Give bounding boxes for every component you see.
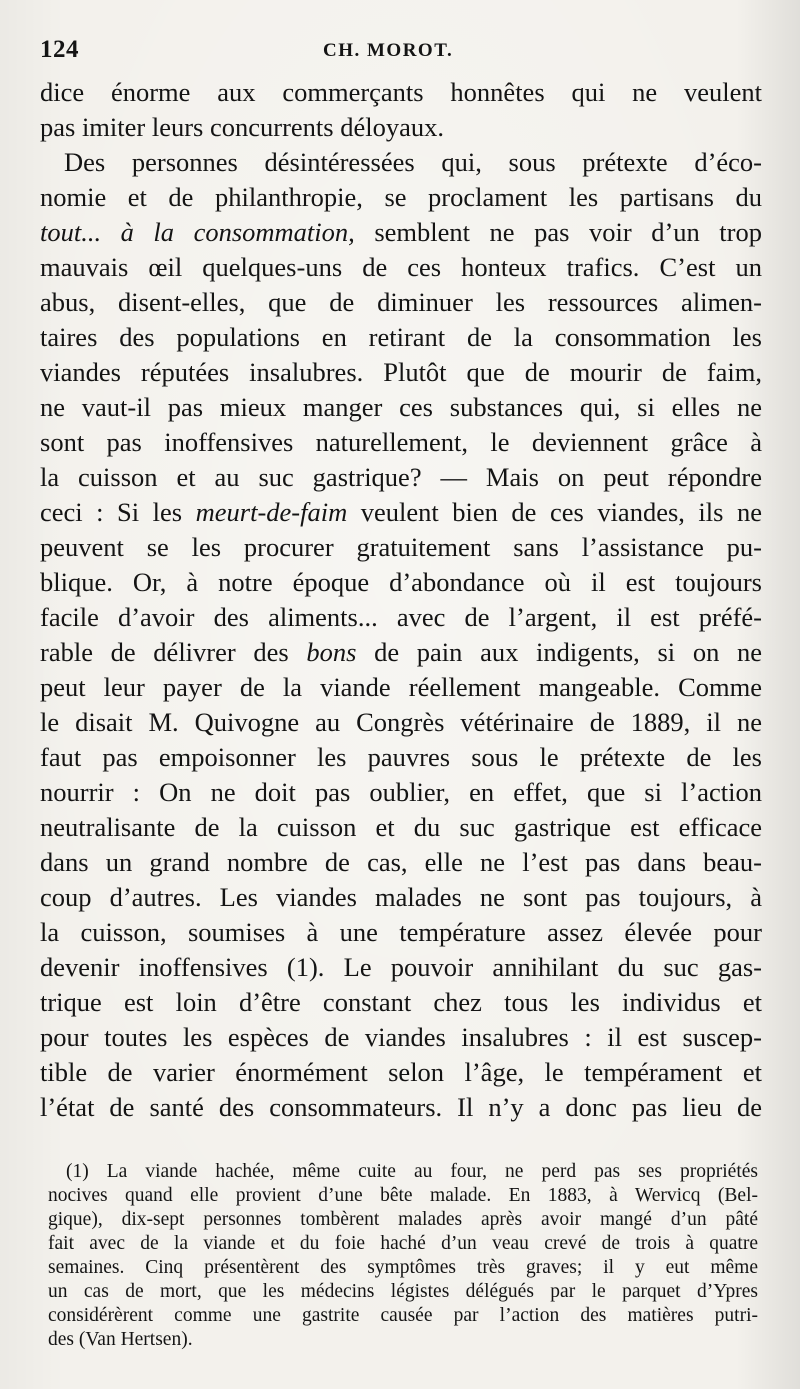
- text-line: taires des populations en retirant de la consommation les: [40, 322, 762, 352]
- text-line: sont pas inoffensives naturellement, le deviennent grâce à: [40, 427, 762, 457]
- text-line: faut pas empoisonner les pauvres sous le prétexte de les: [40, 742, 762, 772]
- text-line: peuvent se les procurer gratuitement sans l’assistance pu-: [40, 532, 762, 562]
- running-head: CH. MOROT.: [323, 40, 454, 61]
- italic-phrase: meurt-de-faim: [195, 497, 348, 527]
- text-line: la cuisson, soumises à une température assez élevée pour: [40, 917, 762, 947]
- text-line: trique est loin d’être constant chez tous les individus et: [40, 987, 762, 1017]
- text-line: [40, 495, 762, 530]
- footnote-line: un cas de mort, que les médecins légistes délégués par le parquet d’Ypres: [48, 1281, 758, 1302]
- footnote-line: nocives quand elle provient d’une bête malade. En 1883, à Wervicq (Bel-: [48, 1185, 758, 1206]
- text-line: [40, 215, 762, 250]
- footnote-line: semaines. Cinq présentèrent des symptômes très graves; il y eut même: [48, 1257, 758, 1278]
- text-fragment: veulent bien de ces viandes, ils ne: [347, 497, 762, 527]
- text-fragment: rable de délivrer des: [40, 637, 307, 667]
- text-line: pas imiter leurs concurrents déloyaux.: [40, 112, 444, 142]
- text-line: peut leur payer de la viande réellement mangeable. Comme: [40, 672, 762, 702]
- italic-phrase: bons: [306, 637, 357, 667]
- page-number: 124: [40, 36, 79, 63]
- text-line: la cuisson et au suc gastrique? — Mais on peut répondre: [40, 462, 762, 492]
- footnote-line: des (Van Hertsen).: [48, 1329, 193, 1350]
- text-line: mauvais œil quelques-uns de ces honteux trafics. C’est un: [40, 252, 762, 282]
- footnote-line: considérèrent comme une gastrite causée par l’action des matières putri-: [48, 1305, 758, 1326]
- text-line: nomie et de philanthropie, se proclament les partisans du: [40, 182, 762, 212]
- text-fragment: semblent ne pas voir d’un trop: [354, 217, 762, 247]
- text-line: blique. Or, à notre époque d’abondance où il est toujours: [40, 567, 762, 597]
- text-line: devenir inoffensives (1). Le pouvoir annihilant du suc gas-: [40, 952, 762, 982]
- text-line: l’état de santé des consommateurs. Il n’y a donc pas lieu de: [40, 1092, 762, 1122]
- footnote: [48, 1160, 758, 1352]
- text-line: dice énorme aux commerçants honnêtes qui ne veulent: [40, 77, 762, 107]
- text-line: ne vaut-il pas mieux manger ces substances qui, si elles ne: [40, 392, 762, 422]
- page-header: [40, 36, 760, 70]
- text-line: facile d’avoir des aliments... avec de l’argent, il est préfé-: [40, 602, 762, 632]
- footnote-line: gique), dix-sept personnes tombèrent malades après avoir mangé d’un pâté: [48, 1209, 758, 1230]
- text-line: nourrir : On ne doit pas oublier, en effet, que si l’action: [40, 777, 762, 807]
- text-line: [40, 635, 762, 670]
- text-fragment: ceci : Si les: [40, 497, 196, 527]
- text-line: Des personnes désintéressées qui, sous prétexte d’éco-: [64, 147, 762, 177]
- text-line: abus, disent-elles, que de diminuer les ressources alimen-: [40, 287, 762, 317]
- text-line: tible de varier énormément selon l’âge, le tempérament et: [40, 1057, 762, 1087]
- main-text: [40, 75, 762, 1125]
- text-line: coup d’autres. Les viandes malades ne sont pas toujours, à: [40, 882, 762, 912]
- text-line: le disait M. Quivogne au Congrès vétérinaire de 1889, il ne: [40, 707, 762, 737]
- text-line: viandes réputées insalubres. Plutôt que de mourir de faim,: [40, 357, 762, 387]
- italic-phrase: tout... à la consommation,: [40, 217, 355, 247]
- text-fragment: de pain aux indigents, si on ne: [356, 637, 762, 667]
- text-line: dans un grand nombre de cas, elle ne l’est pas dans beau-: [40, 847, 762, 877]
- text-line: pour toutes les espèces de viandes insalubres : il est suscep-: [40, 1022, 762, 1052]
- footnote-line: fait avec de la viande et du foie haché d’un veau crevé de trois à quatre: [48, 1233, 758, 1254]
- footnote-line: (1) La viande hachée, même cuite au four, ne perd pas ses propriétés: [66, 1161, 758, 1182]
- text-line: neutralisante de la cuisson et du suc gastrique est efficace: [40, 812, 762, 842]
